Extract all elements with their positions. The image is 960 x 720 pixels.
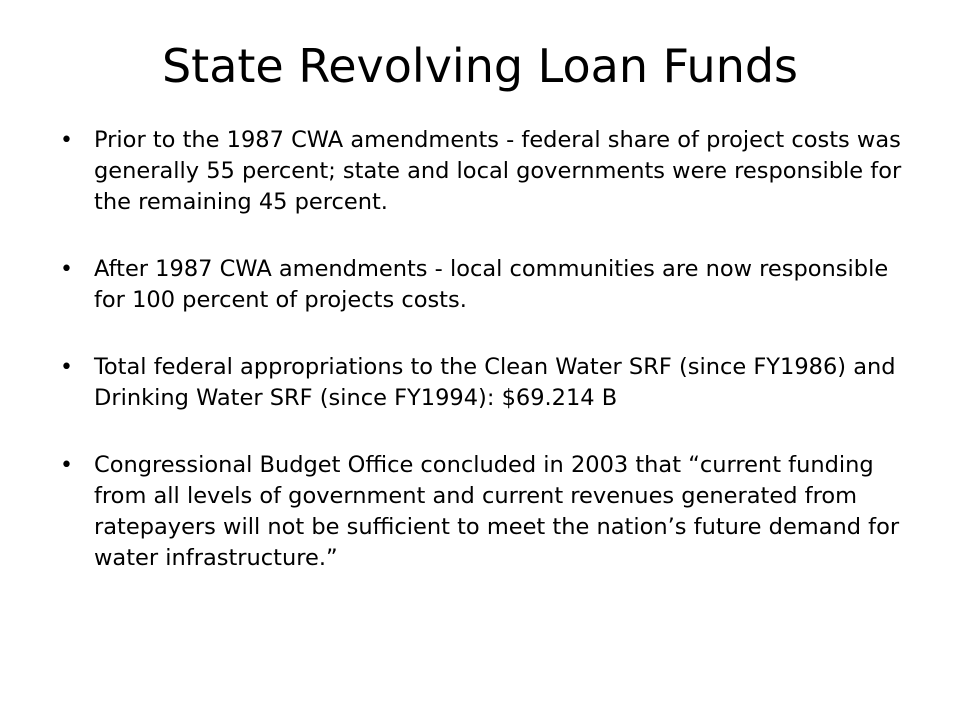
bullet-text: Congressional Budget Office concluded in 2003 that “current funding from all levels of government and current revenues generated from ratepayers will not be sufficient to meet the nation’s future demand for water infrastructure.”	[94, 452, 900, 571]
bullet-marker: •	[60, 257, 73, 282]
bullet-marker: •	[60, 355, 73, 380]
bullet-marker: •	[60, 453, 73, 478]
bullet-list	[60, 125, 910, 610]
bullet-marker: •	[60, 128, 73, 153]
bullet-item-cbo-conclusion	[60, 450, 910, 574]
bullet-text: After 1987 CWA amendments - local communities are now responsible for 100 percent of projects costs.	[94, 256, 889, 313]
bullet-item-federal-appropriations	[60, 352, 910, 414]
slide-title: State Revolving Loan Funds	[161, 39, 799, 93]
bullet-text: Prior to the 1987 CWA amendments - federal share of project costs was generally 55 percent; state and local governments were responsible for the remaining 45 percent.	[94, 127, 902, 215]
bullet-item-prior-1987	[60, 125, 910, 218]
bullet-item-after-1987	[60, 254, 910, 316]
bullet-text: Total federal appropriations to the Clean Water SRF (since FY1986) and Drinking Water SRF (since FY1994): $69.214 B	[94, 354, 896, 411]
